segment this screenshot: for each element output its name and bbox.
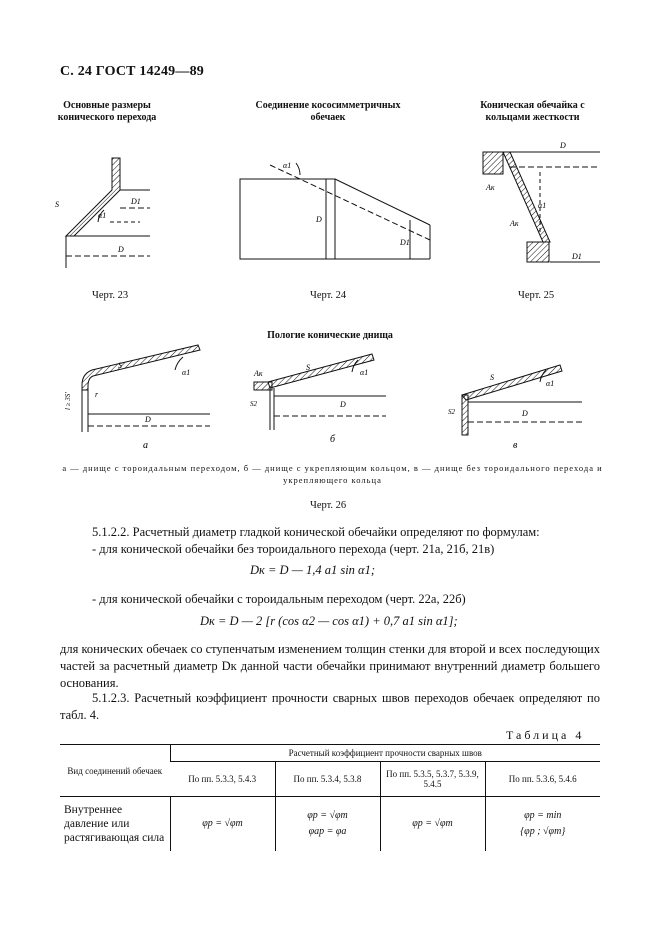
fig23-drawing [66, 158, 150, 268]
fig26a-dim-s: S [118, 361, 122, 370]
paragraph-no-toroidal: - для конической обечайки без тороидального перехода (черт. 21а, 21б, 21в) [92, 542, 495, 556]
fig26a-letter: а [143, 440, 148, 451]
fig26a-dim-r: r [95, 390, 99, 399]
table-cell: φр = √φт [170, 797, 275, 852]
fig26c-drawing [462, 365, 582, 435]
table-group-header: Расчетный коэффициент прочности сварных швов [170, 745, 600, 762]
fig26a-dim-alpha: α1 [182, 368, 191, 377]
table-cell-line: φр = √φт [307, 810, 348, 821]
fig26a-dim-d: D [145, 415, 151, 424]
fig23-caption: Основные размеры конического перехода [57, 100, 157, 123]
fig26c-dim-alpha: α1 [546, 379, 555, 388]
table-subheader: По пп. 5.3.3, 5.4.3 [170, 762, 275, 797]
fig26b-drawing [254, 354, 386, 430]
table-col0-header: Вид соединений обечаек [60, 745, 170, 797]
fig26c-dim-s2: S2 [448, 408, 455, 416]
fig24-dim-alpha: α1 [283, 161, 292, 170]
table-cell [275, 797, 380, 852]
paragraph-stepped-walls: для конических обечаек со ступенчатым изменением толщин стенки для второй и всех последующих частей за расчетный диаметр Dк данной части обечайки принимают внутренний диаметр большего основания. [60, 642, 600, 690]
fig24-caption: Соединение кососимметричных обечаек [255, 100, 401, 123]
fig23-dim-d1: D1 [131, 197, 141, 206]
fig26b-letter: б [330, 434, 336, 445]
fig26b-dim-d: D [340, 400, 346, 409]
fig23-dim-alpha: α1 [98, 211, 107, 220]
fig23-dim-d: D [118, 245, 124, 254]
table-title: Таблица 4 [506, 728, 585, 742]
paragraph-5-1-2-3: 5.1.2.3. Расчетный коэффициент прочности сварных швов переходов обечаек определяют по табл. 4. [60, 691, 600, 722]
fig25-dim-d1: D1 [572, 252, 582, 261]
fig24-dim-d: D [316, 215, 322, 224]
fig24-label: Черт. 24 [310, 290, 347, 301]
formula-dk-1: Dк = D — 1,4 a1 sin α1; [250, 563, 376, 577]
table-cell-line: φар = φа [308, 826, 347, 837]
table-cell-line: {φр ; √φт} [520, 826, 566, 837]
paragraph-5-1-2-2: 5.1.2.2. Расчетный диаметр гладкой конической обечайки определяют по формулам: [92, 525, 540, 539]
fig25-dim-d: D [560, 141, 566, 150]
table-cell-line: φр = min [524, 810, 562, 821]
table-cell: φр = √φт [380, 797, 485, 852]
paragraph-toroidal: - для конической обечайки с тороидальным переходом (черт. 22а, 22б) [92, 592, 466, 606]
fig25-caption: Коническая обечайка с кольцами жесткости [480, 100, 585, 123]
fig23-label: Черт. 23 [92, 290, 129, 301]
page-header: С. 24 ГОСТ 14249—89 [60, 64, 204, 79]
fig25-dim-ak2: Aк [510, 219, 519, 228]
table-row [60, 797, 600, 852]
fig26-subtitle: Пологие конические днища [267, 330, 393, 341]
fig26c-letter: в [513, 440, 518, 451]
fig26b-dim-s2: S2 [250, 400, 257, 408]
fig26-drawing [0, 340, 661, 460]
table-4 [60, 744, 600, 851]
fig26b-dim-alpha: α1 [360, 368, 369, 377]
table-cell [485, 797, 600, 852]
fig25-label: Черт. 25 [518, 290, 555, 301]
fig26a-dim-l: l ≥ 3S' [64, 392, 72, 410]
table-subheader: По пп. 5.3.6, 5.4.6 [485, 762, 600, 797]
fig26b-dim-ak: Aк [254, 369, 263, 378]
fig26-legend: а — днище с тороидальным переходом, б — днище с укрепляющим кольцом, в — днище без тороидального перехода и укрепляющего кольца [62, 463, 603, 485]
table-subheader: По пп. 5.3.4, 5.3.8 [275, 762, 380, 797]
fig26-label: Черт. 26 [310, 500, 347, 511]
fig25-dim-alpha: α1 [538, 201, 547, 210]
table-subheader: По пп. 5.3.5, 5.3.7, 5.3.9, 5.4.5 [380, 762, 485, 797]
table-row-label: Внутреннее давление или растягивающая сила [60, 797, 170, 852]
fig26c-dim-d: D [522, 409, 528, 418]
formula-dk-2: Dк = D — 2 [r (cos α2 — cos α1) + 0,7 a1 sin α1]; [200, 614, 458, 628]
fig26b-dim-s: S [306, 363, 310, 372]
fig25-dim-ak1: Aк [486, 183, 495, 192]
fig24-dim-d1: D1 [400, 238, 410, 247]
fig26c-dim-s: S [490, 373, 494, 382]
fig23-dim-s: S [55, 200, 59, 209]
figures-23-25-drawing [0, 0, 661, 300]
